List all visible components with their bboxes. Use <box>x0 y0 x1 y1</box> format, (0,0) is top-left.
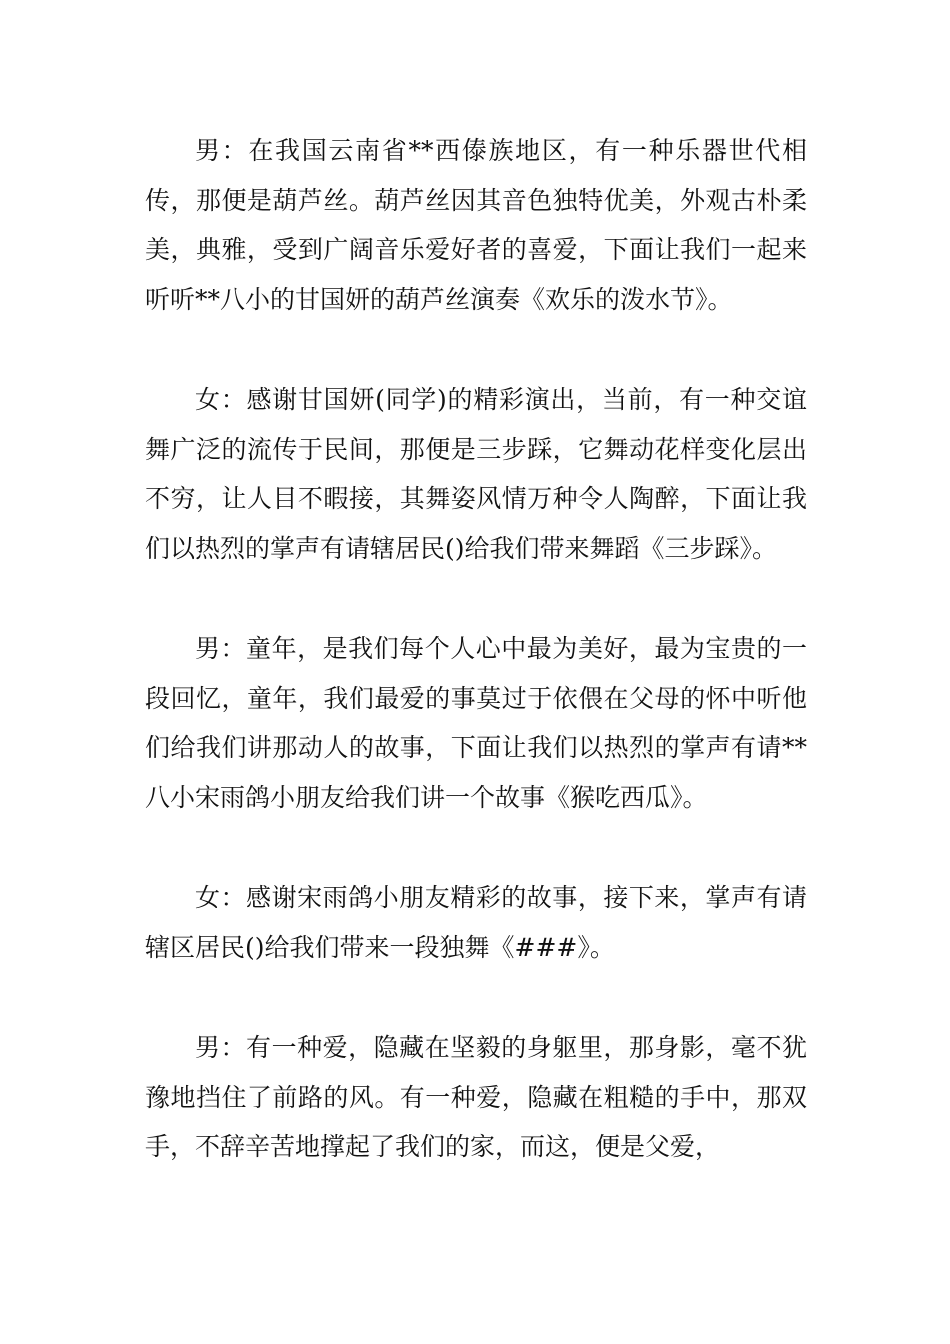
paragraph-male-host-2: 男：童年，是我们每个人心中最为美好，最为宝贵的一段回忆，童年，我们最爱的事莫过于依偎在父母的怀中听他们给我们讲那动人的故事，下面让我们以热烈的掌声有请**八小宋雨鸽小朋友给我们讲一个故事《猴吃西瓜》。 <box>145 634 807 812</box>
paragraph-female-host-1: 女：感谢甘国妍(同学)的精彩演出，当前，有一种交谊舞广泛的流传于民间，那便是三步踩，它舞动花样变化层出不穷，让人目不暇接，其舞姿风情万种令人陶醉，下面让我们以热烈的掌声有请辖居民()给我们带来舞蹈《三步踩》。 <box>145 385 807 563</box>
paragraph-male-host-3: 男：有一种爱，隐藏在坚毅的身躯里，那身影，毫不犹豫地挡住了前路的风。有一种爱，隐藏在粗糙的手中，那双手，不辞辛苦地撑起了我们的家，而这，便是父爱， <box>145 1033 807 1161</box>
paragraph-male-host-1: 男：在我国云南省**西傣族地区，有一种乐器世代相传，那便是葫芦丝。葫芦丝因其音色独特优美，外观古朴柔美，典雅，受到广阔音乐爱好者的喜爱，下面让我们一起来听听**八小的甘国妍的葫芦丝演奏《欢乐的泼水节》。 <box>145 136 807 314</box>
paragraph-female-host-2: 女：感谢宋雨鸽小朋友精彩的故事，接下来，掌声有请辖区居民()给我们带来一段独舞《###》。 <box>145 883 807 962</box>
document-body <box>145 126 807 1223</box>
